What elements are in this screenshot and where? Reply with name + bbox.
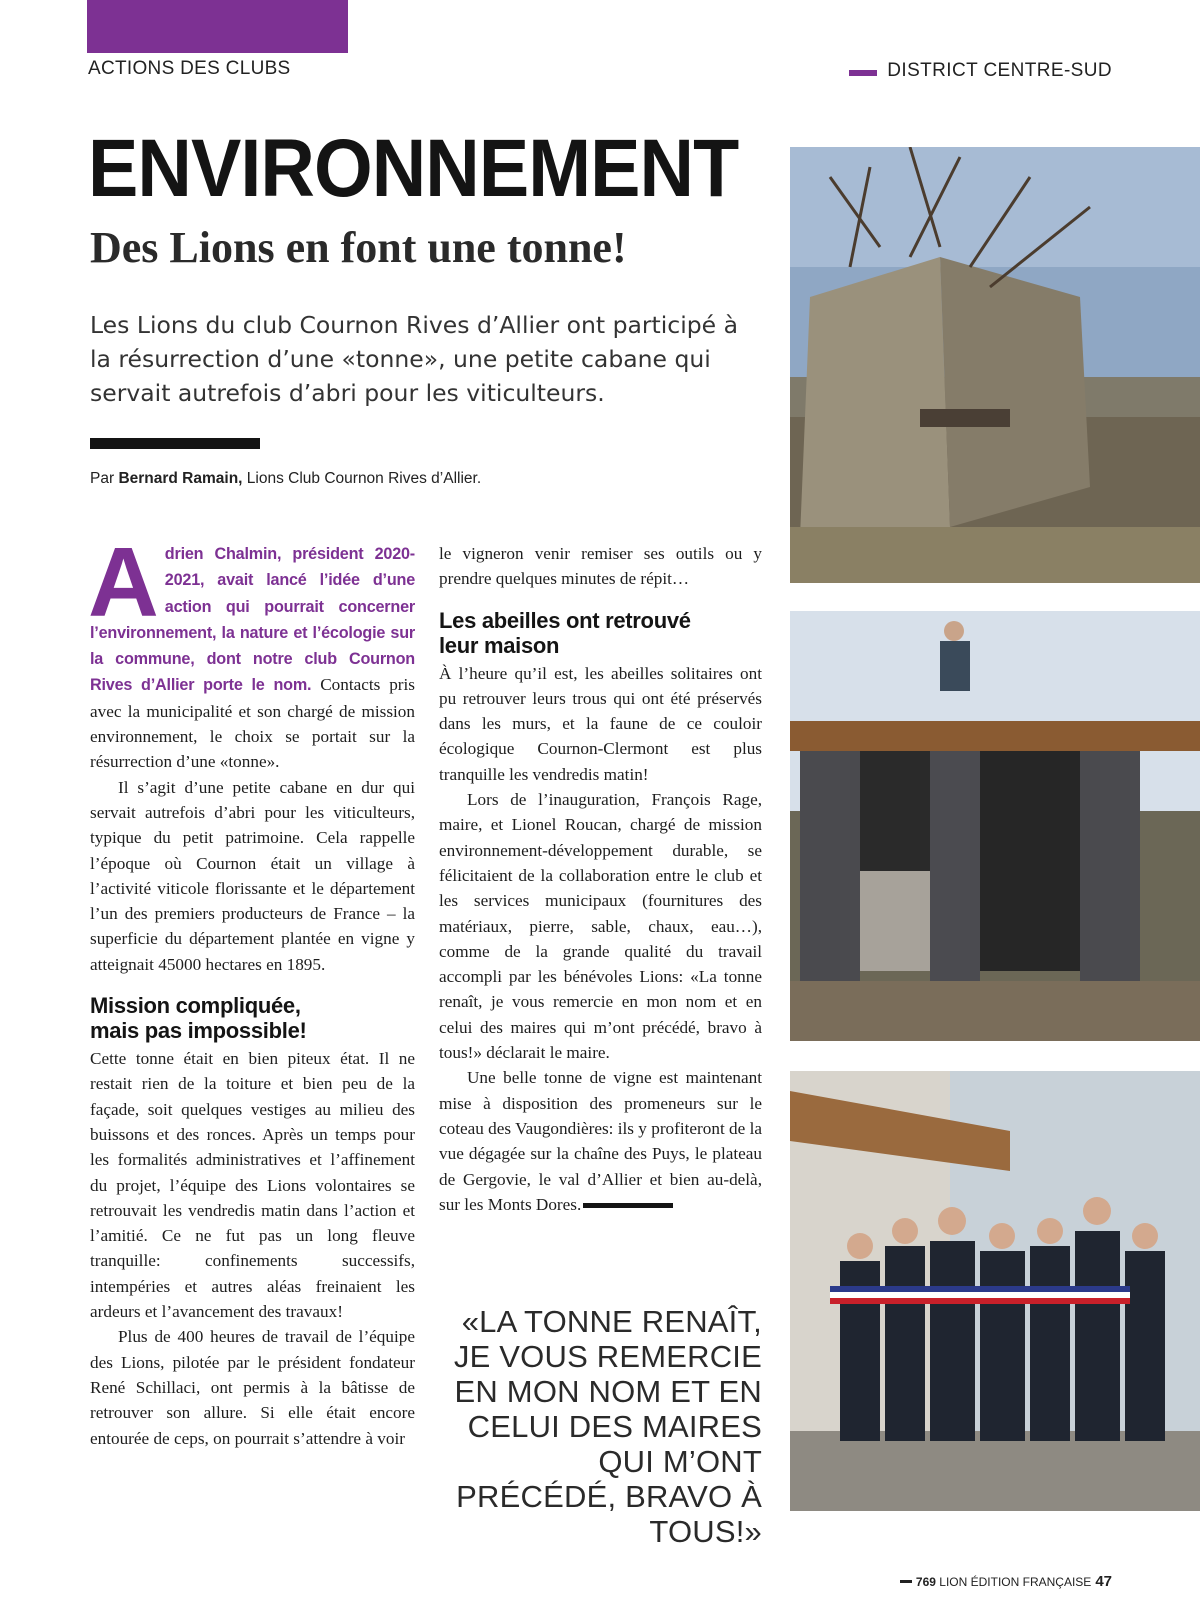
- paragraph-1-rest: Contacts pris avec la municipalité et son chargé de mission environnement, le choix se portait sur la résurrection d’une «tonne».: [90, 675, 415, 772]
- header-color-block: [87, 0, 348, 53]
- subheading-mission-line2: mais pas impossible!: [90, 1018, 307, 1044]
- paragraph-2: Il s’agit d’une petite cabane en dur qui servait autrefois d’abri pour les viticulteurs, typique du petit patrimoine. Cela rappelle l’époque où Cournon était un village à l’activité viticole florissante et le département l’un des premiers producteurs de France – la superficie du département plantée en vigne y atteignait 45000 hectares en 1895.: [90, 777, 415, 974]
- paragraph-4-start: Plus de 400 heures de travail de l’équipe des Lions, pilotée par le président fondateur René Schillaci, ont permis à la bâtisse de retrouver son allure. Si elle était encore entourée de ceps, on pourrait s’attendre à voir: [90, 1327, 415, 1448]
- pull-quote: «LA TONNE RENAÎT, JE VOUS REMERCIE EN MON NOM ET EN CELUI DES MAIRES QUI M’ONT PRÉCÉDÉ, BRAVO À TOUS!»: [453, 1304, 762, 1549]
- paragraph-4-continued: le vigneron venir remiser ses outils ou y prendre quelques minutes de répit…: [439, 544, 762, 589]
- paragraph-4: [90, 1324, 415, 1450]
- page-number: 47: [1095, 1573, 1112, 1590]
- byline-club: Lions Club Cournon Rives d’Allier.: [246, 470, 482, 487]
- byline-prefix: Par: [90, 470, 115, 487]
- article-column-2: [439, 541, 762, 1217]
- photo-restoration-work: [790, 611, 1200, 1041]
- paragraph-lead: [88, 527, 415, 775]
- subheading-mission: [90, 993, 415, 1043]
- subheading-abeilles-line2: leur maison: [439, 632, 560, 658]
- district-label: [849, 60, 1112, 82]
- ruined-tonne-image: [790, 147, 1200, 583]
- paragraph-5: À l’heure qu’il est, les abeilles solitaires ont pu retrouver leurs trous qui ont été préservés dans les murs, et la faune de ce couloir écologique Cournon-Clermont est plus tranquille les vendredis matin!: [439, 663, 762, 784]
- drop-cap: A: [88, 527, 159, 637]
- lead-text: drien Chalmin, président 2020-2021, avait lancé l’idée d’une action qui pourrait concerner l’environnement, la nature et l’écologie sur la commune, dont notre club Cournon Rives d’Allier porte le nom.: [90, 545, 415, 695]
- paragraph-6: Lors de l’inauguration, François Rage, maire, et Lionel Roucan, chargé de mission environnement-développement durable, se félicitaient de la collaboration entre le club et les services municipaux (fournitures des matériaux, pierre, sable, chaux, eau…), comme de la grande qualité du travail accompli par les bénévoles Lions: «La tonne renaît, je vous remercie en mon nom et en celui des maires qui m’ont précédé, bravo à tous!» déclarait le maire.: [439, 790, 762, 1063]
- photo-ruined-tonne: [790, 147, 1200, 583]
- footer-issue: 769: [915, 1575, 936, 1589]
- subheading-abeilles-line1: Les abeilles ont retrouvé: [439, 607, 691, 633]
- article-subtitle: Des Lions en font une tonne!: [90, 223, 627, 272]
- footer-magazine: LION ÉDITION FRANÇAISE: [939, 1575, 1092, 1589]
- footer-dash: [900, 1580, 912, 1583]
- paragraph-3: Cette tonne était en bien piteux état. Il ne restait rien de la toiture et bien peu de la façade, soit quelques vestiges au milieu des buissons et des ronces. Après un temps pour les formalités administratives et l’affinement du projet, l’équipe des Lions volontaires se retrouvait les vendredis matin dans l’action et l’amitié. Ce ne fut pas un long fleuve tranquille: confinements successifs, intempéries et autres aléas freinaient les ardeurs et l’avancement des travaux!: [90, 1049, 415, 1322]
- restoration-work-image: [790, 611, 1200, 1041]
- article-title: ENVIRONNEMENT: [88, 123, 739, 214]
- section-label: ACTIONS DES CLUBS: [88, 58, 291, 79]
- district-dash: [849, 70, 877, 76]
- byline-author: Bernard Ramain,: [118, 470, 243, 487]
- photo-inauguration: [790, 1071, 1200, 1511]
- inauguration-image: [790, 1071, 1200, 1511]
- chapo-divider: [90, 438, 260, 449]
- subheading-abeilles: [439, 608, 762, 658]
- article-chapo: Les Lions du club Cournon Rives d’Allier ont participé à la résurrection d’une «tonne», une petite cabane qui servait autrefois d’abri pour les viticulteurs.: [90, 311, 738, 407]
- subheading-mission-line1: Mission compliquée,: [90, 993, 301, 1019]
- article-column-1: [88, 527, 415, 1451]
- paragraph-7: [439, 1065, 762, 1217]
- byline: [90, 470, 481, 488]
- district-text: DISTRICT CENTRE-SUD: [887, 60, 1112, 81]
- page-footer: [900, 1573, 1112, 1590]
- paragraph-7-text: Une belle tonne de vigne est maintenant mise à disposition des promeneurs sur le coteau des Vaugondières: ils y profiteront de la vue dégagée sur la chaîne des Puys, le plateau de Gergovie, le val d’Allier et bien au-delà, sur les Monts Dores.: [439, 1068, 762, 1214]
- end-of-article-bar: [583, 1203, 673, 1208]
